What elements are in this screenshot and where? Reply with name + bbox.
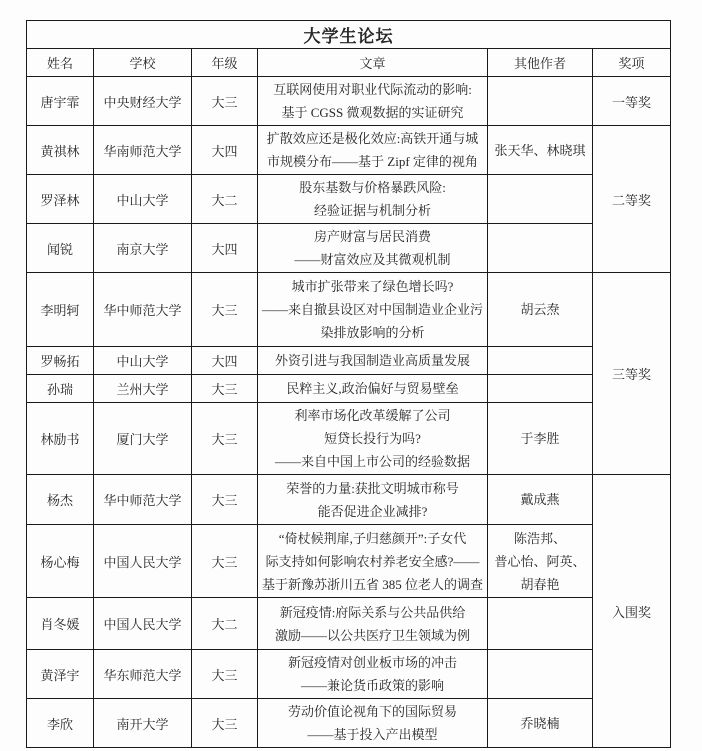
article-line: 际支持如何影响农村养老安全感?——	[265, 553, 480, 569]
school-cell: 华南师范大学	[94, 126, 192, 175]
grade-cell: 大四	[192, 347, 258, 375]
table-row	[27, 175, 671, 224]
article-cell	[258, 224, 488, 273]
article-line: 利率市场化改革缓解了公司	[294, 408, 451, 423]
table-row	[27, 273, 671, 347]
article-line: 新冠疫情对创业板市场的冲击	[287, 655, 457, 670]
column-header-other-authors: 其他作者	[488, 49, 593, 77]
article-line: 荣誉的力量:获批文明城市称号	[286, 480, 459, 496]
name-cell: 李欣	[27, 699, 94, 748]
school-cell: 中山大学	[94, 347, 192, 375]
school-cell: 中国人民大学	[94, 525, 192, 598]
authors-line: 于李胜	[520, 431, 560, 446]
table-row	[27, 224, 671, 273]
table-row	[27, 475, 671, 525]
authors-cell	[488, 375, 593, 403]
school-cell: 华中师范大学	[94, 273, 192, 347]
authors-cell	[488, 224, 593, 273]
authors-line: 普心怡、阿英、	[494, 553, 586, 569]
school-cell: 南开大学	[94, 699, 192, 748]
grade-cell: 大四	[192, 224, 258, 273]
school-cell: 华东师范大学	[94, 650, 192, 699]
grade-cell: 大二	[192, 175, 258, 224]
article-line: 基于新豫苏浙川五省 385 位老人的调查	[261, 576, 483, 592]
school-cell: 南京大学	[94, 224, 192, 273]
authors-cell	[488, 403, 593, 475]
article-line: ——财富效应及其微观机制	[294, 252, 451, 267]
authors-cell	[488, 699, 593, 748]
table-row	[27, 699, 671, 748]
authors-line: 张天华、林晓琪	[494, 142, 586, 158]
article-cell	[258, 375, 488, 403]
authors-cell	[488, 347, 593, 375]
article-line: 能否促进企业减排?	[317, 503, 428, 519]
name-cell: 黄祺林	[27, 126, 94, 175]
column-header-award: 奖项	[593, 49, 671, 77]
authors-line: 胡云焘	[520, 302, 560, 317]
article-line: 染排放影响的分析	[320, 325, 425, 340]
name-cell: 杨心梅	[27, 525, 94, 598]
award-cell: 入围奖	[593, 475, 671, 748]
article-cell	[258, 77, 488, 126]
name-cell: 罗畅拓	[27, 347, 94, 375]
article-line: ——兼论货币政策的影响	[300, 678, 444, 693]
article-line: 新冠疫情:府际关系与公共品供给	[279, 604, 466, 620]
article-line: ——基于投入产出模型	[307, 727, 438, 742]
header-row	[27, 49, 671, 77]
award-cell: 三等奖	[593, 273, 671, 475]
article-line: 劳动价值论视角下的国际贸易	[287, 704, 457, 719]
name-cell: 林励书	[27, 403, 94, 475]
name-cell: 肖冬媛	[27, 598, 94, 650]
school-cell: 中山大学	[94, 175, 192, 224]
name-cell: 罗泽林	[27, 175, 94, 224]
article-line: 民粹主义,政治偏好与贸易壁垒	[286, 381, 459, 396]
authors-cell	[488, 598, 593, 650]
grade-cell: 大三	[192, 375, 258, 403]
article-line: 激励——以公共医疗卫生领域为例	[274, 627, 470, 643]
grade-cell: 大四	[192, 126, 258, 175]
page-title: 大学生论坛	[27, 21, 671, 49]
article-line: 基于 CGSS 微观数据的实证研究	[281, 105, 464, 120]
authors-line: 胡春艳	[520, 576, 560, 592]
article-line: 市规模分布——基于 Zipf 定律的视角	[267, 154, 478, 169]
column-header-grade: 年级	[192, 49, 258, 77]
article-cell	[258, 525, 488, 598]
article-line: 股东基数与价格暴跌风险:	[299, 180, 446, 195]
table-row	[27, 77, 671, 126]
article-line: ——来自撤县设区对中国制造业企业污	[261, 302, 483, 317]
grade-cell: 大三	[192, 650, 258, 699]
article-cell	[258, 347, 488, 375]
grade-cell: 大三	[192, 525, 258, 598]
school-cell: 兰州大学	[94, 375, 192, 403]
grade-cell: 大三	[192, 699, 258, 748]
grade-cell: 大二	[192, 598, 258, 650]
name-cell: 李明轲	[27, 273, 94, 347]
article-line: 房产财富与居民消费	[313, 229, 431, 244]
authors-cell	[488, 175, 593, 224]
article-line: 经验证据与机制分析	[313, 203, 431, 218]
authors-line: 戴成燕	[520, 492, 560, 507]
authors-cell	[488, 126, 593, 175]
school-cell: 中央财经大学	[94, 77, 192, 126]
article-cell	[258, 650, 488, 699]
name-cell: 杨杰	[27, 475, 94, 525]
authors-cell	[488, 77, 593, 126]
school-cell: 中国人民大学	[94, 598, 192, 650]
article-line: ——来自中国上市公司的经验数据	[274, 454, 470, 469]
award-cell: 二等奖	[593, 126, 671, 273]
authors-cell	[488, 650, 593, 699]
column-header-school: 学校	[94, 49, 192, 77]
authors-cell	[488, 475, 593, 525]
table-row	[27, 375, 671, 403]
forum-table	[26, 20, 671, 748]
article-line: 互联网使用对职业代际流动的影响:	[273, 82, 472, 97]
school-cell: 华中师范大学	[94, 475, 192, 525]
authors-cell	[488, 273, 593, 347]
article-cell	[258, 126, 488, 175]
school-cell: 厦门大学	[94, 403, 192, 475]
authors-line: 陈浩邦、	[513, 530, 566, 546]
award-cell: 一等奖	[593, 77, 671, 126]
name-cell: 闻锐	[27, 224, 94, 273]
table-row	[27, 598, 671, 650]
article-cell	[258, 598, 488, 650]
article-line: 城市扩张带来了绿色增长吗?	[291, 279, 454, 294]
name-cell: 孙瑞	[27, 375, 94, 403]
name-cell: 黄泽宇	[27, 650, 94, 699]
article-cell	[258, 699, 488, 748]
grade-cell: 大三	[192, 475, 258, 525]
table-row	[27, 126, 671, 175]
title-row	[27, 21, 671, 49]
grade-cell: 大三	[192, 403, 258, 475]
article-line: 短贷长投行为吗?	[324, 431, 421, 446]
column-header-article: 文章	[258, 49, 488, 77]
table-row	[27, 347, 671, 375]
article-line: 扩散效应还是极化效应:高铁开通与城	[266, 131, 479, 146]
article-line: 外资引进与我国制造业高质量发展	[274, 353, 470, 368]
article-line: “倚杖候荆扉,子归慈颜开”:子女代	[278, 530, 467, 546]
authors-cell	[488, 525, 593, 598]
grade-cell: 大三	[192, 273, 258, 347]
article-cell	[258, 273, 488, 347]
column-header-name: 姓名	[27, 49, 94, 77]
article-cell	[258, 403, 488, 475]
name-cell: 唐宇霏	[27, 77, 94, 126]
table-row	[27, 650, 671, 699]
grade-cell: 大三	[192, 77, 258, 126]
article-cell	[258, 175, 488, 224]
table-row	[27, 525, 671, 598]
authors-line: 乔晓楠	[520, 715, 560, 731]
article-cell	[258, 475, 488, 525]
table-row	[27, 403, 671, 475]
